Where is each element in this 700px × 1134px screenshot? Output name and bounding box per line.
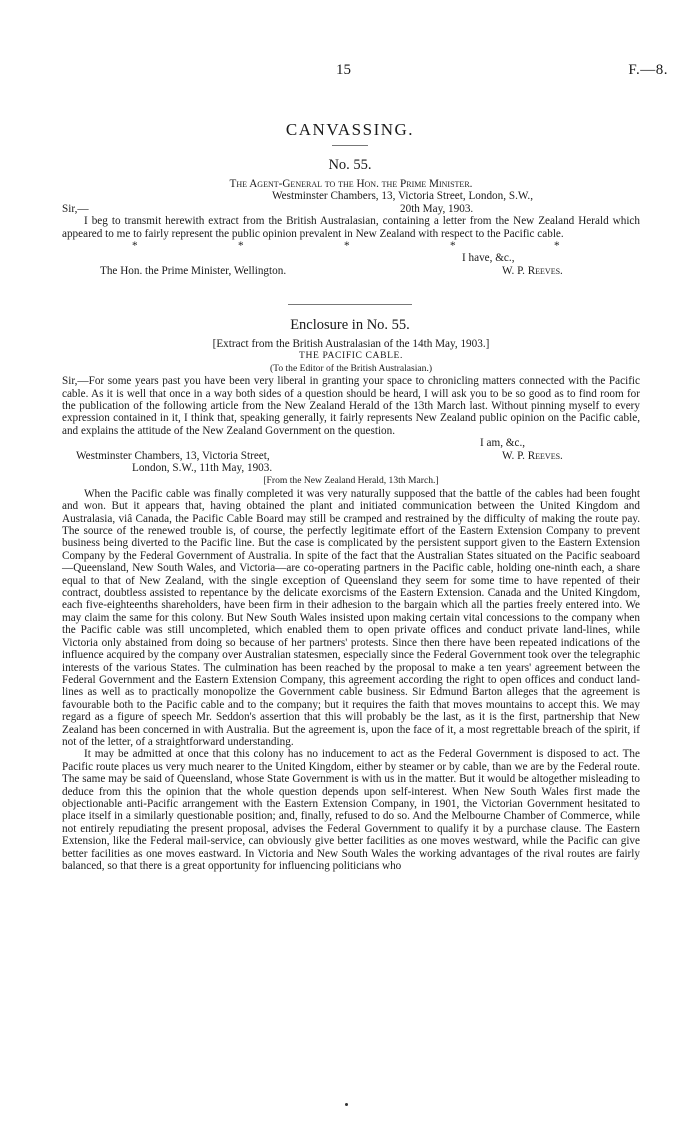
page-header [0,62,700,82]
article-paragraph: It may be admitted at once that this colony has no inducement to act as the Federal Government is disposed to act. The Pacific route places us very much nearer to the United Kingdom, either by steamer or by cable, than we are by the Federal route. The same may be said of Queensland, whose State Government is with us in the matter. But it would be altogether misleading to deduce from this the opinion that the whole question depends upon self-interest. When New South Wales first made the objectionable anti-Pacific arrangement with the Eastern Extension Company, in 1901, the Victorian Government hesitated to place itself in a similarly questionable position; and, finally, refused to do so. And the Melbourne Chamber of Commerce, while not entirely repudiating the present proposal, advises the Federal Government to qualify it by a purchase clause. The Eastern Extension, like the Federal mail-service, can obviously give better facilities as one moves westward, while the Pacific can give better facilities as one moves eastward. In Victoria and New South Wales the working advantages of the rival routes are fairly balanced, so that there is a great opportunity for influencing politicians who [62,748,640,873]
section-title: CANVASSING. [285,120,415,139]
star-mark: * [238,240,244,253]
star-mark: * [450,240,456,253]
letter-addressee: The Hon. the Prime Minister, Wellington. [100,264,287,277]
letter-body: I beg to transmit herewith extract from the British Australasian, containing a letter from the New Zealand Herald which appeared to me to fairly represent the public opinion prevalent in New Zealand with respect to the Pacific cable. [62,215,640,240]
document-reference: F.—8. [628,62,668,78]
salutation-date-row [62,203,640,215]
star-mark: * [344,240,350,253]
article-caption: THE PACIFIC CABLE. [299,350,403,362]
letter-number: No. 55. [328,157,372,173]
enclosure-address-row [62,450,640,462]
enclosure-closing: I am, &c., [480,437,526,450]
letter-date: 20th May, 1903. [400,202,474,215]
page-mark [345,1103,348,1106]
enclosure-title: Enclosure in No. 55. [290,317,410,333]
enclosure-closing-row [62,437,640,449]
enclosure-heading [62,338,640,872]
editor-note: (To the Editor of the British Australasian.) [269,362,433,374]
from-note: [From the New Zealand Herald, 13th March.] [263,475,439,487]
extract-note: [Extract from the British Australasian of the 14th May, 1903.] [212,338,490,350]
omission-stars [62,240,640,252]
enclosure-signature: W. P. Reeves. [502,449,563,462]
letter-closing: I have, &c., [462,252,515,265]
section-divider [288,304,412,305]
article-paragraph: When the Pacific cable was finally completed it was very naturally supposed that the battle of the cables had been fought and won. But it appears that, having obtained the plant and initiated communication between the United Kingdom and Australasia, viâ Canada, the Pacific Cable Board may still be cramped and restrained by the difficulty of making the route pay. The source of the renewed trouble is, of course, the perfectly legitimate effort of the Eastern Extension Company to prevent business being diverted to the Pacific line. But the case is complicated by the persistent support given to the Eastern Extension Company by the Federal Government of Australia. In spite of the fact that the Australian States situated on the Pacific seaboard—Queensland, New South Wales, and Victoria—are co-operating partners in the Pacific cable, holding one-ninth each, a share equal to that of New Zealand, with the single exception of Queensland they seem for some time to have repented of their contract, doubtless assisted to repentance by the delicate exorcisms of the Eastern Extension. Canada and the United Kingdom, each five-eighteenths shareholders, have been firm in their adhesion to the bargain which all the parties freely entered into. We may claim the same for this colony. But New South Wales insisted upon making certain vital concessions to the company when the Pacific cable was still uncompleted, which enabled them to open private offices and conduct private land-lines, while Victoria only abstained from doing so because of her partners' protests. Since then there have been repeated indications of the influence acquired by the company over Australian statesmen, especially since the Federal Government took over the telegraphic interests of the various States. The culmination has been reached by the proposal to make a ten years' agreement between the Federal Government and the Eastern Extension Company, this agreement according the right to open offices and conduct land-lines as well as to practically monopolize the Government cable business. Sir Edmund Barton alleges that the agreement is favourable both to the Pacific cable and to the company; but it requires the faith that moves mountains to accept this. We may regard as a figure of speech Mr. Seddon's assertion that this will probably be the last, as it is the first, partnership that New Zealand has been concerned in with Australia. But the agreement is, upon the face of it, a most regrettable breach of the spirit, if not of the letter, of a straightforward understanding. [62,487,640,748]
letter-address: Westminster Chambers, 13, Victoria Street, London, S.W., [272,190,533,203]
enclosure-address-line1: Westminster Chambers, 13, Victoria Street, [76,449,270,462]
enclosure-date-row [62,462,640,474]
page-number: 15 [336,62,351,78]
closing-row [62,252,640,264]
letter-salutation: Sir,— [62,202,89,215]
letter-heading [62,178,640,277]
enclosure-address-line2: London, S.W., 11th May, 1903. [132,462,273,475]
letter-signature: W. P. Reeves. [502,264,563,277]
star-mark: * [132,240,138,253]
enclosure-letter-body: Sir,—For some years past you have been very liberal in granting your space to chronicling matters connected with the Pacific cable. As it is well that once in a way both sides of a question should be heard, I will ask you to be so good as to find room for the publication of the following article from the New Zealand Herald of the 13th March last. Without pinning myself to every expression contained in it, I think that, speaking generally, it fairly represents New Zealand public opinion on the Pacific cable, and explains the attitude of the New Zealand Government on the question. [62,375,640,437]
star-mark: * [554,240,560,253]
letter-parties: The Agent-General to the Hon. the Prime Minister. [229,178,473,190]
addressee-row [62,265,640,277]
title-rule [332,145,368,146]
